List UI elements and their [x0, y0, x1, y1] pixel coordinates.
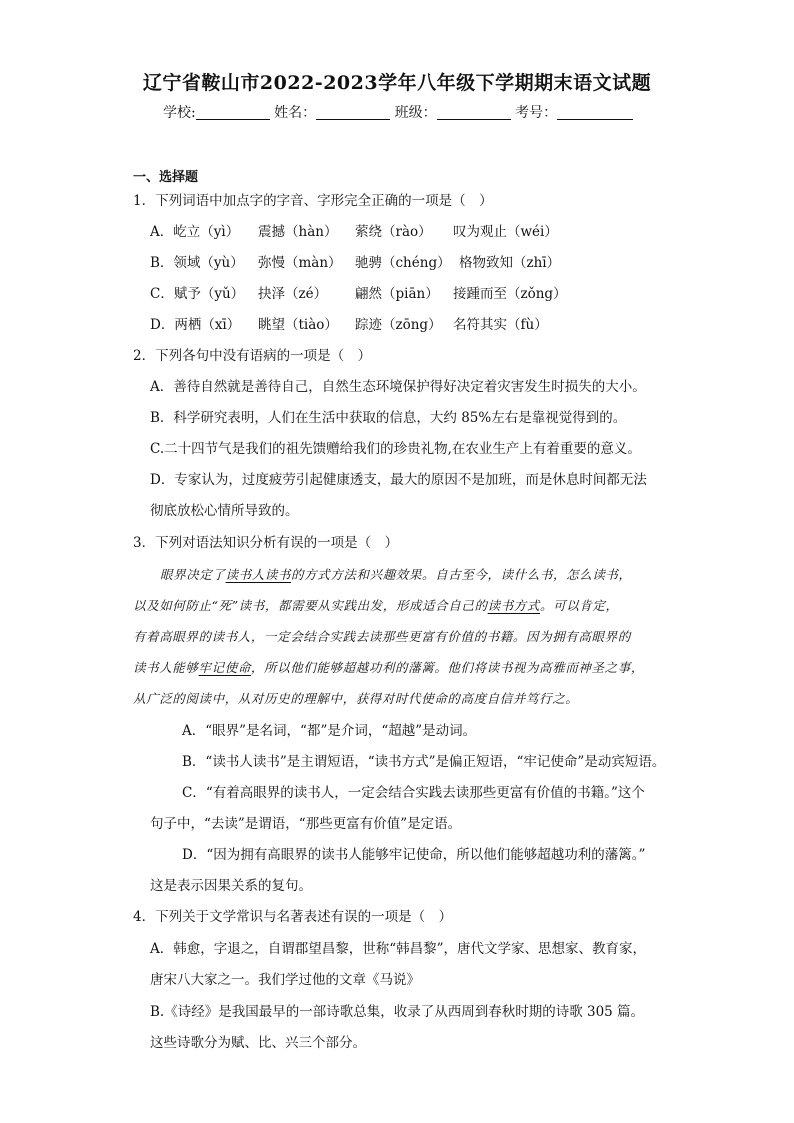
passage-text: 的方式方法和兴趣效果。自古至今，读什么书，怎么读书，	[291, 567, 632, 582]
passage-text: 眼界决定了	[160, 567, 226, 582]
school-label: 学校:	[163, 105, 196, 121]
question-2-option-a: A．善待自然就是善待自己，自然生态环境保护得好决定着灾害发生时损失的大小。	[150, 379, 646, 395]
page-title: 辽宁省鞍山市2022-2023学年八年级下学期期末语文试题	[142, 72, 652, 94]
exam-number-label: 考号：	[515, 105, 558, 121]
option-term: 格物致知（zhī）	[459, 255, 561, 271]
section-heading: 一、选择题	[133, 170, 199, 185]
option-term: D．两栖（xī）	[150, 317, 241, 333]
question-2-option-b: B．科学研究表明，人们在生活中获取的信息，大约 85%左右是靠视觉得到的。	[150, 410, 627, 426]
option-term: 踪迹（zōng）	[355, 317, 442, 333]
option-term: B．领域（yù）	[150, 255, 244, 271]
question-1-option-b	[150, 254, 560, 272]
class-blank[interactable]	[437, 105, 511, 120]
underlined-phrase: 牢记使命	[198, 660, 251, 675]
option-term: 驰骋（chéng）	[355, 255, 451, 271]
passage-line	[133, 597, 619, 615]
question-3-option-d: D．“因为拥有高眼界的读书人能够牢记使命，所以他们能够超越功利的藩篱。”	[182, 847, 646, 863]
option-term: C．赋予（yǔ）	[150, 286, 245, 302]
passage-text: 以及如何防止“死”读书，都需要从实践出发，形成适合自己的	[133, 598, 488, 613]
question-3-option-a: A．“眼界”是名词，“都”是介词，“超越”是动词。	[182, 723, 477, 739]
question-4-option-a-continued: 唐宋八大家之一。我们学过他的文章《马说》	[150, 972, 420, 988]
option-term: 抉泽（zé）	[258, 286, 328, 302]
question-3-stem: 3．下列对语法知识分析有误的一项是（ ）	[133, 535, 399, 551]
question-3-option-b: B．“读书人读书”是主谓短语，“读书方式”是偏正短语，“牢记使命”是动宾短语。	[182, 754, 666, 770]
option-term: 叹为观止（wéi）	[453, 224, 558, 240]
question-4-option-a: A．韩愈，字退之，自谓郡望昌黎，世称“韩昌黎”，唐代文学家、思想家、教育家，	[150, 941, 647, 957]
school-blank[interactable]	[196, 105, 270, 120]
option-term: 萦绕（rào）	[355, 224, 432, 240]
question-2-option-c: C.二十四节气是我们的祖先馈赠给我们的珍贵礼物,在农业生产上有着重要的意义。	[150, 441, 641, 457]
option-term: 震撼（hàn）	[258, 224, 338, 240]
question-1-option-c	[150, 285, 567, 303]
passage-text: ，所以他们能够超越功利的藩篱。他们将读书视为高雅而神圣之事，	[250, 660, 644, 675]
question-1-option-d	[150, 316, 548, 334]
option-term: A．屹立（yì）	[150, 224, 240, 240]
question-4-option-b: B.《诗经》是我国最早的一部诗歌总集，收录了从西周到春秋时期的诗歌 305 篇。	[150, 1004, 645, 1020]
underlined-phrase: 读书人读书	[225, 567, 292, 582]
passage-text: 读书人能够	[133, 660, 199, 675]
name-label: 姓名：	[274, 105, 317, 121]
class-label: 班级：	[394, 105, 437, 121]
passage-line	[133, 659, 644, 677]
question-2-stem: 2．下列各句中没有语病的一项是（ ）	[133, 348, 372, 364]
passage-line: 从广泛的阅读中，从对历史的理解中，获得对时代使命的高度自信并笃行之。	[133, 691, 579, 706]
exam-number-blank[interactable]	[557, 105, 633, 120]
option-term: 名符其实（fù）	[453, 317, 548, 333]
passage-text: 。可以肯定，	[540, 598, 619, 613]
option-term: 接踵而至（zǒng）	[453, 286, 567, 302]
option-term: 翩然（piān）	[355, 286, 439, 302]
option-term: 眺望（tiào）	[258, 317, 338, 333]
question-3-option-c: C．“有着高眼界的读书人，一定会结合实践去读那些更富有价值的书籍。”这个	[182, 785, 645, 801]
question-3-option-c-continued: 句子中，“去读”是谓语，“那些更富有价值”是定语。	[150, 816, 462, 832]
underlined-phrase: 读书方式	[487, 598, 540, 613]
student-info-line	[163, 102, 633, 122]
question-2-option-d: D．专家认为，过度疲劳引起健康透支，最大的原因不是加班，而是休息时间都无法	[150, 472, 647, 488]
question-1-stem: 1．下列词语中加点字的字音、字形完全正确的一项是（ ）	[133, 193, 493, 209]
question-1-option-a	[150, 223, 558, 241]
passage-line: 有着高眼界的读书人，一定会结合实践去读那些更富有价值的书籍。因为拥有高眼界的	[133, 629, 631, 644]
question-2-option-d-continued: 彻底放松心情所导致的。	[150, 503, 299, 519]
name-blank[interactable]	[316, 105, 390, 120]
question-4-option-b-continued: 这些诗歌分为赋、比、兴三个部分。	[150, 1035, 366, 1051]
question-3-option-d-continued: 这是表示因果关系的复句。	[150, 878, 312, 894]
passage-line	[160, 566, 632, 584]
question-4-stem: 4．下列关于文学常识与名著表述有误的一项是（ ）	[133, 909, 453, 925]
option-term: 弥慢（màn）	[258, 255, 342, 271]
